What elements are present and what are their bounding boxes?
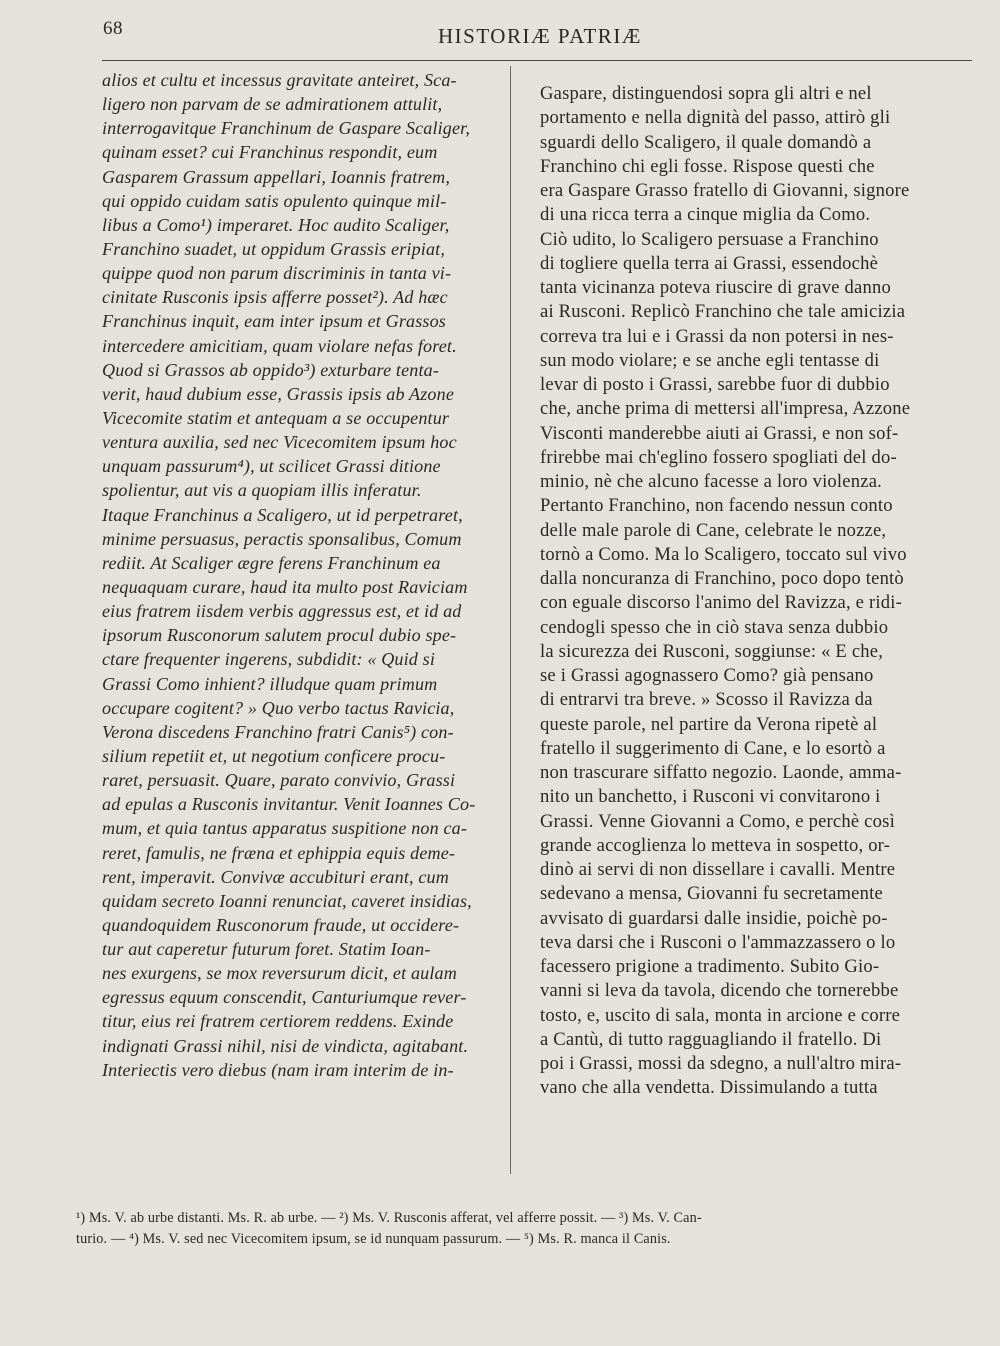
page-number: 68 bbox=[103, 18, 123, 39]
italian-text-line: tornò a Como. Ma lo Scaligero, toccato sul vivo bbox=[540, 543, 907, 565]
header-rule bbox=[102, 60, 972, 61]
italian-text-line: se i Grassi agognassero Como? già pensano bbox=[540, 665, 874, 686]
latin-text-column bbox=[102, 68, 498, 1082]
italian-text-line: che, anche prima di mettersi all'impresa, Azzone bbox=[540, 398, 911, 420]
latin-text-line: quandoquidem Rusconorum fraude, ut occidere- bbox=[102, 914, 460, 935]
latin-text-line: spolientur, aut vis a quopiam illis inferatur. bbox=[102, 480, 422, 501]
italian-text-line: Pertanto Franchino, non facendo nessun conto bbox=[540, 495, 893, 517]
italian-text-line: frirebbe mai ch'eglino fossero spogliati del do- bbox=[540, 446, 897, 468]
footnote-line: turio. — ⁴) Ms. V. sed nec Vicecomitem ipsum, se id nunquam passurum. — ⁵) Ms. R. manca il Canis. bbox=[76, 1231, 671, 1247]
running-title: HISTORIÆ PATRIÆ bbox=[438, 24, 642, 48]
italian-text-line: non trascurare siffatto negozio. Laonde, ammа- bbox=[540, 762, 902, 783]
column-divider bbox=[510, 66, 511, 1174]
latin-text-line: Verona discedens Franchino fratri Canis⁵) con- bbox=[102, 721, 454, 742]
italian-text-line: teva darsi che i Rusconi o l'ammazzassero o lo bbox=[540, 931, 896, 953]
latin-text-line: cinitate Rusconis ipsis afferre posset²). Ad hæc bbox=[102, 287, 448, 308]
latin-text-line: Gasparem Grassum appellari, Ioannis fratrem, bbox=[102, 166, 451, 187]
italian-text-line: Visconti manderebbe aiuti ai Grassi, e non sof- bbox=[540, 422, 899, 444]
italian-text-line: grande accoglienza lo metteva in sospetto, or- bbox=[540, 834, 891, 856]
italian-text-line: levar di posto i Grassi, sarebbe fuor di dubbio bbox=[540, 374, 890, 395]
italian-text-line: nito un banchetto, i Rusconi vi convitarono i bbox=[540, 786, 881, 808]
italian-text-line: era Gaspare Grasso fratello di Giovanni, signore bbox=[540, 180, 910, 201]
italian-text-line: sguardi dello Scaligero, il quale domandò a bbox=[540, 131, 872, 153]
latin-text-line: silium repetiit et, ut negotium conficere procu- bbox=[102, 745, 446, 766]
latin-text-line: ctare frequenter ingerens, subdidit: « Quid si bbox=[102, 649, 436, 670]
italian-text-line: queste parole, nel partire da Verona ripetè al bbox=[540, 713, 878, 735]
latin-text-line: Grassi Como inhient? illudque quam primum bbox=[102, 673, 438, 694]
italian-text-line: avvisato di guardarsi dalle insidie, poichè po- bbox=[540, 907, 888, 929]
latin-text-line: rediit. At Scaliger ægre ferens Franchinum ea bbox=[102, 552, 441, 573]
latin-text-line: quidam secreto Ioanni renunciat, caveret insidias, bbox=[102, 890, 472, 911]
latin-text-line: interrogavitque Franchinum de Gaspare Scaliger, bbox=[102, 118, 471, 139]
latin-text-line: tur aut caperetur futurum foret. Statim Ioan- bbox=[102, 939, 431, 960]
latin-text-line: quinam esset? cui Franchinus respondit, eum bbox=[102, 142, 438, 163]
latin-text-line: quippe quod non parum discriminis in tanta vi- bbox=[102, 263, 452, 284]
italian-text-line: Gaspare, distinguendosi sopra gli altri e nel bbox=[540, 83, 872, 104]
latin-text-line: egressus equum conscendit, Canturiumque rever- bbox=[102, 987, 467, 1008]
italian-text-line: cendogli spesso che in ciò stava senza dubbio bbox=[540, 616, 889, 638]
italian-text-line: tanta vicinanza poteva riuscire di grave danno bbox=[540, 277, 891, 298]
italian-text-line: minio, nè che alcuno facesse a loro violenza. bbox=[540, 471, 882, 492]
footnotes bbox=[76, 1208, 956, 1250]
italian-text-line: la sicurezza dei Rusconi, soggiunse: « E che, bbox=[540, 640, 884, 662]
italian-text-line: correva tra lui e i Grassi da non potersi in nes- bbox=[540, 325, 894, 347]
italian-text-line: di una ricca terra a cinque miglia da Como. bbox=[540, 204, 871, 226]
latin-text-line: libus a Como¹) imperaret. Hoc audito Scaliger, bbox=[102, 214, 450, 235]
latin-text-line: ad epulas a Rusconis invitantur. Venit Ioannes Co- bbox=[102, 794, 476, 815]
italian-text-line: di entrarvi tra breve. » Scosso il Ravizza da bbox=[540, 689, 873, 711]
italian-text-line: delle male parole di Cane, celebrate le nozze, bbox=[540, 519, 887, 541]
italian-text-line: a Cantù, di tutto ragguagliando il fratello. Di bbox=[540, 1028, 882, 1050]
italian-text-line: sedevano a mensa, Giovanni fu secretamente bbox=[540, 883, 883, 905]
italian-text-line: vano che alla vendetta. Dissimulando a tutta bbox=[540, 1077, 878, 1099]
latin-text-line: qui oppido cuidam satis opulento quinque mil- bbox=[102, 190, 447, 211]
latin-text-line: eius fratrem iisdem verbis aggressus est, et id ad bbox=[102, 601, 462, 622]
footnote-line: ¹) Ms. V. ab urbe distanti. Ms. R. ab urbe. — ²) Ms. V. Rusconis afferat, vel afferre possit. — ³) Ms. V. Can- bbox=[76, 1210, 702, 1226]
latin-text-line: reret, famulis, ne fræna et ephippia equis deme- bbox=[102, 842, 456, 863]
latin-text-line: indignati Grassi nihil, nisi de vindicta, agitabant. bbox=[102, 1035, 469, 1056]
latin-text-line: ventura auxilia, sed nec Vicecomitem ipsum hoc bbox=[102, 432, 457, 453]
italian-text-line: tosto, e, uscito di sala, monta in arcione e corre bbox=[540, 1004, 901, 1026]
latin-text-line: Franchino suadet, ut oppidum Grassis eripiat, bbox=[102, 238, 445, 259]
italian-text-line: poi i Grassi, mossi da sdegno, a null'altro mira- bbox=[540, 1053, 902, 1074]
italian-text-line: ai Rusconi. Replicò Franchino che tale amicizia bbox=[540, 301, 906, 323]
latin-text-line: titur, eius rei fratrem certiorem reddens. Exinde bbox=[102, 1011, 454, 1032]
latin-text-line: unquam passurum⁴), ut scilicet Grassi ditione bbox=[102, 456, 441, 477]
latin-text-line: nes exurgens, se mox reversurum dicit, et aulam bbox=[102, 963, 457, 984]
italian-text-line: con eguale discorso l'animo del Ravizza, e ridi- bbox=[540, 592, 902, 614]
latin-text-line: Interiectis vero diebus (nam iram interim de in- bbox=[102, 1059, 454, 1080]
italian-text-line: Franchino chi egli fosse. Rispose questi che bbox=[540, 155, 875, 177]
italian-text-line: sun modo violare; e se anche egli tentasse di bbox=[540, 349, 880, 371]
latin-text-line: Vicecomite statim et antequam a se occupentur bbox=[102, 407, 450, 428]
latin-text-line: raret, persuasit. Quare, parato convivio, Grassi bbox=[102, 770, 456, 791]
latin-text-line: ligero non parvam de se admirationem attulit, bbox=[102, 94, 443, 115]
italian-text-line: di togliere quella terra ai Grassi, essendochè bbox=[540, 252, 879, 274]
latin-text-line: verit, haud dubium esse, Grassis ipsis ab Azone bbox=[102, 383, 455, 404]
italian-text-line: Ciò udito, lo Scaligero persuase a Franchino bbox=[540, 228, 879, 250]
latin-text-line: Franchinus inquit, eam inter ipsum et Grassos bbox=[102, 311, 446, 332]
latin-text-line: rent, imperavit. Convivæ accubituri erant, cum bbox=[102, 866, 449, 887]
latin-text-line: Quod si Grassos ab oppido³) exturbare tenta- bbox=[102, 359, 440, 380]
italian-text-line: vanni si leva da tavola, dicendo che tornerebbe bbox=[540, 980, 899, 1002]
latin-text-line: nequaquam curare, haud ita multo post Raviciam bbox=[102, 576, 468, 597]
italian-text-line: facessero prigione a tradimento. Subito Gio- bbox=[540, 956, 880, 977]
latin-text-line: minime persuasus, peractis sponsalibus, Comum bbox=[102, 528, 462, 549]
italian-text-line: portamento e nella dignità del passo, attirò gli bbox=[540, 107, 891, 129]
latin-text-line: intercedere amicitiam, quam violare nefas foret. bbox=[102, 335, 457, 356]
italian-text-line: fratello il suggerimento di Cane, e lo esortò a bbox=[540, 737, 886, 759]
latin-text-line: Itaque Franchinus a Scaligero, ut id perpetraret, bbox=[102, 504, 463, 525]
latin-text-line: occupare cogitent? » Quo verbo tactus Ravicia, bbox=[102, 697, 455, 718]
italian-text-line: dalla noncuranza di Franchino, poco dopo tentò bbox=[540, 568, 904, 589]
latin-text-line: alios et cultu et incessus gravitate anteiret, Sca- bbox=[102, 70, 457, 90]
latin-text-line: mum, et quia tantus apparatus suspitione non ca- bbox=[102, 818, 468, 839]
latin-text-line: ipsorum Rusconorum salutem procul dubio spe- bbox=[102, 625, 457, 646]
italian-text-column bbox=[540, 82, 960, 1101]
italian-text-line: Grassi. Venne Giovanni a Como, e perchè così bbox=[540, 810, 895, 832]
italian-text-line: dinò ai servi di non dissellare i cavalli. Mentre bbox=[540, 859, 896, 880]
